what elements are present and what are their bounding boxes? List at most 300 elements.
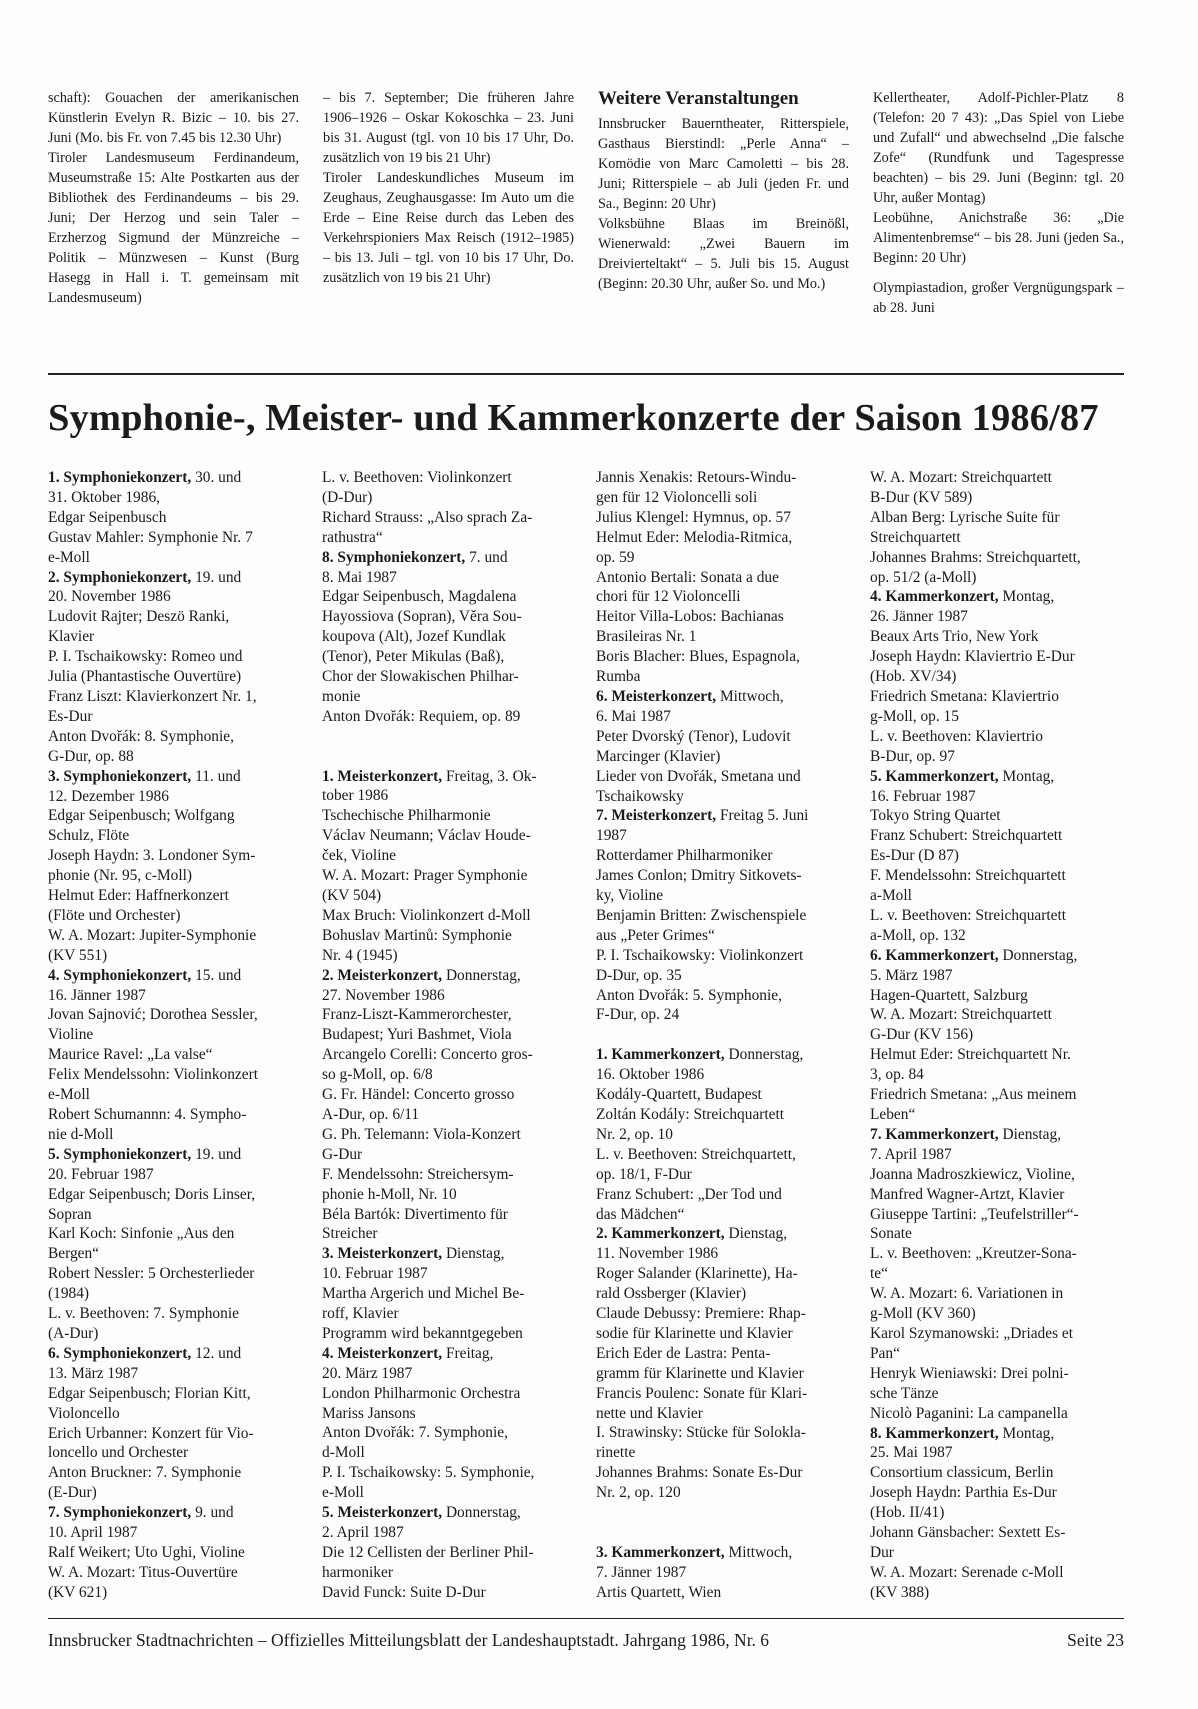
program-text: L. v. Beethoven: „Kreutzer-Sona-	[870, 1245, 1077, 1263]
program-line	[596, 1364, 850, 1384]
program-text: 5. März 1987	[870, 966, 953, 984]
concert-heading-line	[870, 767, 1124, 787]
program-text: Antonio Bertali: Sonata a due	[596, 568, 779, 586]
program-line	[870, 647, 1124, 667]
program-text: Anton Dvořák: 7. Symphonie,	[322, 1424, 508, 1442]
program-text: Giuseppe Tartini: „Teufelstriller“-	[870, 1205, 1079, 1223]
program-line	[48, 488, 302, 508]
program-text: L. v. Beethoven: Streichquartett	[870, 906, 1067, 924]
program-line	[48, 906, 302, 926]
program-text: Es-Dur	[48, 707, 93, 725]
program-text: Helmut Eder: Streichquartett Nr.	[870, 1046, 1071, 1064]
program-text: Streichquartett	[870, 528, 961, 546]
program-line	[48, 528, 302, 548]
program-text: London Philharmonic Orchestra	[322, 1384, 521, 1402]
program-text: Programm wird bekanntgegeben	[322, 1324, 523, 1342]
concert-title: 3. Meisterkonzert,	[322, 1245, 443, 1263]
program-text: 26. Jänner 1987	[870, 608, 968, 626]
program-text: Leben“	[870, 1106, 916, 1123]
program-text: 3, op. 84	[870, 1066, 924, 1084]
program-text: Henryk Wieniawski: Drei polni-	[870, 1364, 1069, 1382]
concert-title: 1. Kammerkonzert,	[596, 1046, 725, 1064]
program-text: G-Dur (KV 156)	[870, 1026, 974, 1044]
spacer-line	[596, 1025, 850, 1045]
program-line	[596, 647, 850, 667]
program-line	[596, 707, 850, 727]
program-line	[48, 627, 302, 647]
program-line	[322, 1105, 576, 1125]
program-line	[322, 488, 576, 508]
program-line	[322, 1443, 576, 1463]
program-line	[48, 1483, 302, 1503]
program-text: roff, Klavier	[322, 1305, 399, 1323]
program-line	[596, 1125, 850, 1145]
event-paragraph: Olympiastadion, großer Vergnügungspark – ab 28. Juni	[873, 280, 1124, 316]
program-text: 10. Februar 1987	[322, 1265, 428, 1283]
program-line	[870, 866, 1124, 886]
program-line	[870, 1463, 1124, 1483]
program-text: Tschechische Philharmonie	[322, 807, 491, 825]
concert-title: 1. Meisterkonzert,	[322, 767, 443, 785]
program-text: Dienstag,	[998, 1125, 1062, 1143]
program-text: (E-Dur)	[48, 1484, 97, 1502]
event-paragraph: – bis 7. September; Die früheren Jahre 1906–1926 – Oskar Kokoschka – 23. Juni bis 31. August (tgl. von 10 bis 17 Uhr, Do. zusätzlich von 19 bis 21 Uhr)	[323, 90, 574, 166]
program-text: (1984)	[48, 1285, 90, 1303]
program-text: L. v. Beethoven: Streichquartett,	[596, 1145, 796, 1163]
program-line	[322, 1264, 576, 1284]
program-text: Dienstag,	[442, 1245, 505, 1263]
program-line	[870, 627, 1124, 647]
program-text: (Tenor), Peter Mikulas (Baß),	[322, 648, 505, 666]
program-line	[48, 806, 302, 826]
program-line	[322, 786, 576, 806]
events-column-2	[323, 88, 574, 350]
program-text: Beaux Arts Trio, New York	[870, 628, 1039, 646]
concert-heading-line	[596, 1543, 850, 1563]
program-column-3	[596, 468, 850, 1603]
program-line	[322, 1025, 576, 1045]
program-text: Ralf Weikert; Uto Ughi, Violine	[48, 1543, 245, 1561]
program-text: Schulz, Flöte	[48, 827, 130, 845]
concert-title: 7. Meisterkonzert,	[596, 807, 717, 825]
program-text: e-Moll	[48, 548, 90, 566]
program-line	[48, 1125, 302, 1145]
concert-heading-line	[596, 687, 850, 707]
program-line	[48, 946, 302, 966]
program-text: 20. März 1987	[322, 1364, 413, 1382]
program-line	[48, 1165, 302, 1185]
program-line	[322, 528, 576, 548]
concert-heading-line	[48, 468, 302, 488]
program-line	[322, 926, 576, 946]
program-line	[596, 1165, 850, 1185]
program-line	[596, 946, 850, 966]
program-line	[48, 1443, 302, 1463]
program-text: A-Dur, op. 6/11	[322, 1105, 420, 1123]
program-text: (KV 504)	[322, 887, 382, 904]
program-text: (KV 551)	[48, 946, 108, 964]
program-text: Johann Gänsbacher: Sextett Es-	[870, 1524, 1066, 1542]
program-text: Anton Dvořák: Requiem, op. 89	[322, 707, 521, 725]
program-text: Julius Klengel: Hymnus, op. 57	[596, 508, 791, 526]
program-line	[322, 468, 576, 488]
program-text: Donnerstag,	[724, 1046, 804, 1064]
program-line	[322, 707, 576, 727]
program-line	[48, 548, 302, 568]
spacer-line	[596, 1503, 850, 1523]
program-text: Budapest; Yuri Bashmet, Viola	[322, 1026, 512, 1044]
program-line	[870, 1005, 1124, 1025]
program-line	[48, 1085, 302, 1105]
program-text: Arcangelo Corelli: Concerto gros-	[322, 1046, 533, 1064]
program-line	[870, 826, 1124, 846]
program-text: James Conlon; Dmitry Sitkovets-	[596, 867, 802, 885]
program-line	[870, 1344, 1124, 1364]
program-line	[48, 1543, 302, 1563]
program-text: Rotterdamer Philharmoniker	[596, 847, 773, 865]
events-column-4	[873, 88, 1124, 350]
program-line	[870, 1264, 1124, 1284]
program-text: phonie h-Moll, Nr. 10	[322, 1185, 457, 1203]
footer-rule	[48, 1618, 1124, 1619]
program-text: Joseph Haydn: Parthia Es-Dur	[870, 1484, 1057, 1502]
program-line	[870, 1244, 1124, 1264]
program-line	[322, 1005, 576, 1025]
program-text: Karol Szymanowski: „Driades et	[870, 1324, 1074, 1342]
concert-heading-line	[870, 1125, 1124, 1145]
program-text: L. v. Beethoven: 7. Symphonie	[48, 1305, 239, 1323]
program-line	[870, 886, 1124, 906]
program-text: Klavier	[48, 628, 95, 646]
program-line	[322, 1423, 576, 1443]
program-line	[48, 667, 302, 687]
program-line	[596, 568, 850, 588]
program-text: Friedrich Smetana: „Aus meinem	[870, 1086, 1077, 1104]
program-text: koupova (Alt), Jozef Kundlak	[322, 628, 506, 646]
program-text: Erich Eder de Lastra: Penta-	[596, 1344, 771, 1362]
concert-title: 6. Symphoniekonzert,	[48, 1344, 192, 1362]
program-text: Brasileiras Nr. 1	[596, 628, 697, 646]
program-text: Erich Urbanner: Konzert für Vio-	[48, 1424, 254, 1442]
program-text: 1987	[596, 827, 627, 845]
program-text: Joanna Madroszkiewicz, Violine,	[870, 1165, 1075, 1183]
program-line	[596, 548, 850, 568]
program-text: Donnerstag,	[998, 946, 1078, 964]
program-line	[596, 1443, 850, 1463]
program-text: B-Dur, op. 97	[870, 747, 955, 765]
concert-heading-line	[322, 966, 576, 986]
program-line	[48, 587, 302, 607]
program-line	[322, 1483, 576, 1503]
program-text: L. v. Beethoven: Klaviertrio	[870, 727, 1043, 745]
program-line	[596, 1105, 850, 1125]
program-text: loncello und Orchester	[48, 1444, 189, 1462]
program-line	[322, 568, 576, 588]
program-text: Franz Schubert: Streichquartett	[870, 827, 1063, 845]
program-line	[870, 1583, 1124, 1603]
program-line	[596, 607, 850, 627]
concert-program	[48, 468, 1124, 1603]
program-line	[596, 787, 850, 807]
program-text: 11. November 1986	[596, 1245, 719, 1263]
program-text: Pan“	[870, 1344, 900, 1362]
program-text: Benjamin Britten: Zwischenspiele	[596, 906, 807, 924]
concert-title: 3. Kammerkonzert,	[596, 1543, 725, 1561]
concert-title: 5. Meisterkonzert,	[322, 1504, 443, 1522]
program-line	[48, 1463, 302, 1483]
program-line	[596, 1284, 850, 1304]
program-text: Mariss Jansons	[322, 1404, 416, 1422]
program-line	[322, 866, 576, 886]
program-text: Ludovit Rajter; Deszö Ranki,	[48, 608, 230, 626]
program-text: Donnerstag,	[442, 1504, 521, 1522]
program-text: Boris Blacher: Blues, Espagnola,	[596, 648, 800, 666]
concert-heading-line	[596, 1224, 850, 1244]
program-text: Franz-Liszt-Kammerorchester,	[322, 1006, 512, 1024]
program-line	[870, 727, 1124, 747]
program-text: Nr. 4 (1945)	[322, 946, 398, 964]
program-text: Rumba	[596, 668, 641, 686]
program-line	[870, 1384, 1124, 1404]
concert-heading-line	[322, 1244, 576, 1264]
program-line	[322, 806, 576, 826]
program-text: Dur	[870, 1543, 894, 1561]
program-text: 27. November 1986	[322, 986, 445, 1004]
program-line	[48, 1185, 302, 1205]
program-text: Gustav Mahler: Symphonie Nr. 7	[48, 528, 253, 546]
program-line	[48, 1244, 302, 1264]
program-text: tober 1986	[322, 787, 389, 805]
program-line	[322, 1065, 576, 1085]
program-line	[48, 1424, 302, 1444]
page-footer	[48, 1629, 1124, 1651]
program-line	[48, 1384, 302, 1404]
program-line	[48, 1005, 302, 1025]
program-line	[596, 767, 850, 787]
program-text: ky, Violine	[596, 887, 664, 905]
program-text: g-Moll, op. 15	[870, 707, 959, 725]
program-text: Consortium classicum, Berlin	[870, 1464, 1054, 1482]
program-line	[870, 687, 1124, 707]
program-text: Edgar Seipenbusch; Florian Kitt,	[48, 1384, 251, 1402]
event-paragraph: Tiroler Landeskundliches Museum im Zeughaus, Zeughausgasse: Im Auto um die Erde – Eine Reise durch das Leben des Verkehrspioniers Max Reisch (1912–1985) – bis 13. Juli – tgl. von 10 bis 17 Uhr, Do. zusätzlich von 19 bis 21 Uhr)	[323, 170, 574, 286]
event-paragraph: Volksbühne Blaas im Breinößl, Wienerwald: „Zwei Bauern im Dreivierteltakt“ – 5. Juli bis 15. August (Beginn: 20.30 Uhr, außer So. und Mo.)	[598, 216, 849, 292]
divider-rule	[48, 373, 1124, 375]
program-line	[596, 488, 850, 508]
program-line	[48, 647, 302, 667]
program-line	[48, 1364, 302, 1384]
program-line	[48, 747, 302, 767]
program-text: F. Mendelssohn: Streichersym-	[322, 1165, 514, 1183]
program-line	[322, 1543, 576, 1563]
program-text: sodie für Klarinette und Klavier	[596, 1324, 793, 1342]
program-line	[870, 548, 1124, 568]
program-text: sche Tänze	[870, 1384, 939, 1402]
program-text: G. Ph. Telemann: Viola-Konzert	[322, 1125, 521, 1143]
program-text: Edgar Seipenbusch, Magdalena	[322, 588, 517, 606]
program-line	[870, 846, 1124, 866]
event-paragraph: schaft): Gouachen der amerikanischen Künstlerin Evelyn R. Bizic – 10. bis 27. Juni (Mo. bis Fr. von 7.45 bis 12.30 Uhr)	[48, 90, 299, 146]
program-text: a-Moll	[870, 887, 912, 905]
program-text: rald Ossberger (Klavier)	[596, 1285, 747, 1303]
program-text: ček, Violine	[322, 847, 397, 865]
program-text: 12. und	[191, 1344, 242, 1362]
program-text: W. A. Mozart: 6. Variationen in	[870, 1285, 1064, 1303]
program-column-1	[48, 468, 302, 1603]
concert-heading-line	[596, 1045, 850, 1065]
program-line	[596, 1145, 850, 1165]
concert-heading-line	[322, 767, 576, 787]
program-text: Montag,	[998, 588, 1055, 606]
program-line	[596, 826, 850, 846]
concert-heading-line	[48, 1503, 302, 1523]
program-text: Nicolò Paganini: La campanella	[870, 1404, 1068, 1422]
concert-title: 4. Symphoniekonzert,	[48, 966, 192, 984]
program-text: Artis Quartett, Wien	[596, 1583, 722, 1601]
program-text: Sonate	[870, 1225, 912, 1243]
program-line	[870, 1404, 1124, 1424]
program-text: te“	[870, 1265, 888, 1283]
program-text: op. 18/1, F-Dur	[596, 1165, 692, 1183]
program-text: Edgar Seipenbusch; Wolfgang	[48, 807, 235, 825]
program-text: I. Strawinsky: Stücke für Solokla-	[596, 1424, 806, 1442]
program-line	[596, 1384, 850, 1404]
program-line	[596, 1463, 850, 1483]
program-line	[322, 1205, 576, 1225]
concert-heading-line	[870, 946, 1124, 966]
program-text: 7. April 1987	[870, 1145, 952, 1163]
concert-heading-line	[870, 1424, 1124, 1444]
publication-info: Innsbrucker Stadtnachrichten – Offizielles Mitteilungsblatt der Landeshauptstadt. Jahrgang 1986, Nr. 6	[48, 1630, 770, 1650]
program-line	[322, 1185, 576, 1205]
program-line	[48, 687, 302, 707]
program-text: Alban Berg: Lyrische Suite für	[870, 508, 1060, 526]
concert-title: 8. Kammerkonzert,	[870, 1424, 999, 1442]
program-text: Béla Bartók: Divertimento für	[322, 1205, 508, 1223]
program-line	[870, 1165, 1124, 1185]
program-line	[596, 906, 850, 926]
program-text: Claude Debussy: Premiere: Rhap-	[596, 1305, 806, 1323]
program-line	[870, 787, 1124, 807]
program-line	[322, 687, 576, 707]
program-line	[48, 866, 302, 886]
program-line	[870, 1105, 1124, 1125]
program-line	[596, 1065, 850, 1085]
program-line	[48, 1025, 302, 1045]
program-text: B-Dur (KV 589)	[870, 488, 973, 506]
program-text: 12. Dezember 1986	[48, 787, 169, 805]
program-line	[870, 508, 1124, 528]
program-text: Anton Bruckner: 7. Symphonie	[48, 1464, 242, 1482]
program-text: Mittwoch,	[724, 1543, 793, 1561]
program-text: g-Moll (KV 360)	[870, 1305, 976, 1323]
program-text: 30. und	[191, 469, 242, 486]
concert-title: 3. Symphoniekonzert,	[48, 767, 192, 785]
event-paragraph: Kellertheater, Adolf-Pichler-Platz 8 (Telefon: 20 7 43): „Das Spiel von Liebe und Zufall“ und abwechselnd „Die falsche Zofe“ (Rundfunk und Tagespresse beachten) – bis 29. Juni (Beginn: tgl. 20 Uhr, außer Montag)	[873, 90, 1124, 206]
program-line	[322, 826, 576, 846]
program-line	[322, 1324, 576, 1344]
program-line	[322, 1145, 576, 1165]
events-section	[48, 88, 1124, 350]
program-text: Violine	[48, 1026, 94, 1044]
concert-title: 7. Kammerkonzert,	[870, 1125, 999, 1143]
events-column-3	[598, 88, 849, 350]
concert-title: 2. Symphoniekonzert,	[48, 568, 192, 586]
concert-heading-line	[322, 1344, 576, 1364]
program-column-2	[322, 468, 576, 1603]
program-line	[596, 986, 850, 1006]
program-line	[870, 1224, 1124, 1244]
spacer-line	[322, 727, 576, 747]
program-line	[870, 667, 1124, 687]
concert-heading-line	[870, 587, 1124, 607]
program-text: Hayossiova (Sopran), Věra Sou-	[322, 608, 522, 626]
program-text: G-Dur	[322, 1145, 363, 1163]
program-text: Julia (Phantastische Ouvertüre)	[48, 668, 242, 686]
program-text: (KV 388)	[870, 1583, 930, 1601]
program-line	[596, 528, 850, 548]
program-text: G. Fr. Händel: Concerto grosso	[322, 1086, 515, 1104]
program-text: Dienstag,	[724, 1225, 788, 1243]
program-line	[870, 1443, 1124, 1463]
program-text: nette und Klavier	[596, 1404, 703, 1422]
program-text: David Funck: Suite D-Dur	[322, 1583, 486, 1601]
program-line	[596, 1423, 850, 1443]
program-line	[322, 607, 576, 627]
program-text: Chor der Slowakischen Philhar-	[322, 668, 519, 686]
program-text: 7. und	[465, 548, 508, 566]
program-text: Johannes Brahms: Sonate Es-Dur	[596, 1464, 803, 1482]
program-line	[48, 1224, 302, 1244]
program-line	[596, 866, 850, 886]
program-text: monie	[322, 687, 361, 705]
program-line	[48, 508, 302, 528]
program-line	[870, 1483, 1124, 1503]
program-line	[596, 1304, 850, 1324]
program-line	[322, 846, 576, 866]
program-line	[48, 607, 302, 627]
program-text: Martha Argerich und Michel Be-	[322, 1285, 525, 1303]
program-text: (Flöte und Orchester)	[48, 906, 181, 924]
program-text: Manfred Wagner-Artzt, Klavier	[870, 1185, 1065, 1203]
program-text: d-Moll	[322, 1444, 365, 1462]
program-line	[322, 1384, 576, 1404]
program-text: chori für 12 Violoncelli	[596, 588, 741, 606]
program-text: P. I. Tschaikowsky: Violinkonzert	[596, 946, 804, 964]
program-text: Hagen-Quartett, Salzburg	[870, 986, 1028, 1004]
program-text: 16. Oktober 1986	[596, 1066, 705, 1084]
program-line	[870, 1085, 1124, 1105]
program-text: 7. Jänner 1987	[596, 1563, 687, 1581]
program-text: F. Mendelssohn: Streichquartett	[870, 867, 1066, 885]
program-line	[596, 1344, 850, 1364]
program-line	[322, 946, 576, 966]
program-line	[48, 1264, 302, 1284]
program-line	[870, 986, 1124, 1006]
program-text: op. 51/2 (a-Moll)	[870, 568, 977, 586]
program-line	[596, 1483, 850, 1503]
program-text: 19. und	[191, 568, 242, 586]
program-text: 16. Februar 1987	[870, 787, 976, 805]
page-title: Symphonie-, Meister- und Kammerkonzerte der Saison 1986/87	[48, 397, 1099, 439]
program-text: Zoltán Kodály: Streichquartett	[596, 1105, 785, 1123]
program-text: Bohuslav Martinů: Symphonie	[322, 926, 512, 944]
program-line	[48, 986, 302, 1006]
program-text: 19. und	[191, 1145, 242, 1163]
program-text: Nr. 2, op. 120	[596, 1484, 681, 1502]
program-line	[48, 886, 302, 906]
program-line	[596, 926, 850, 946]
